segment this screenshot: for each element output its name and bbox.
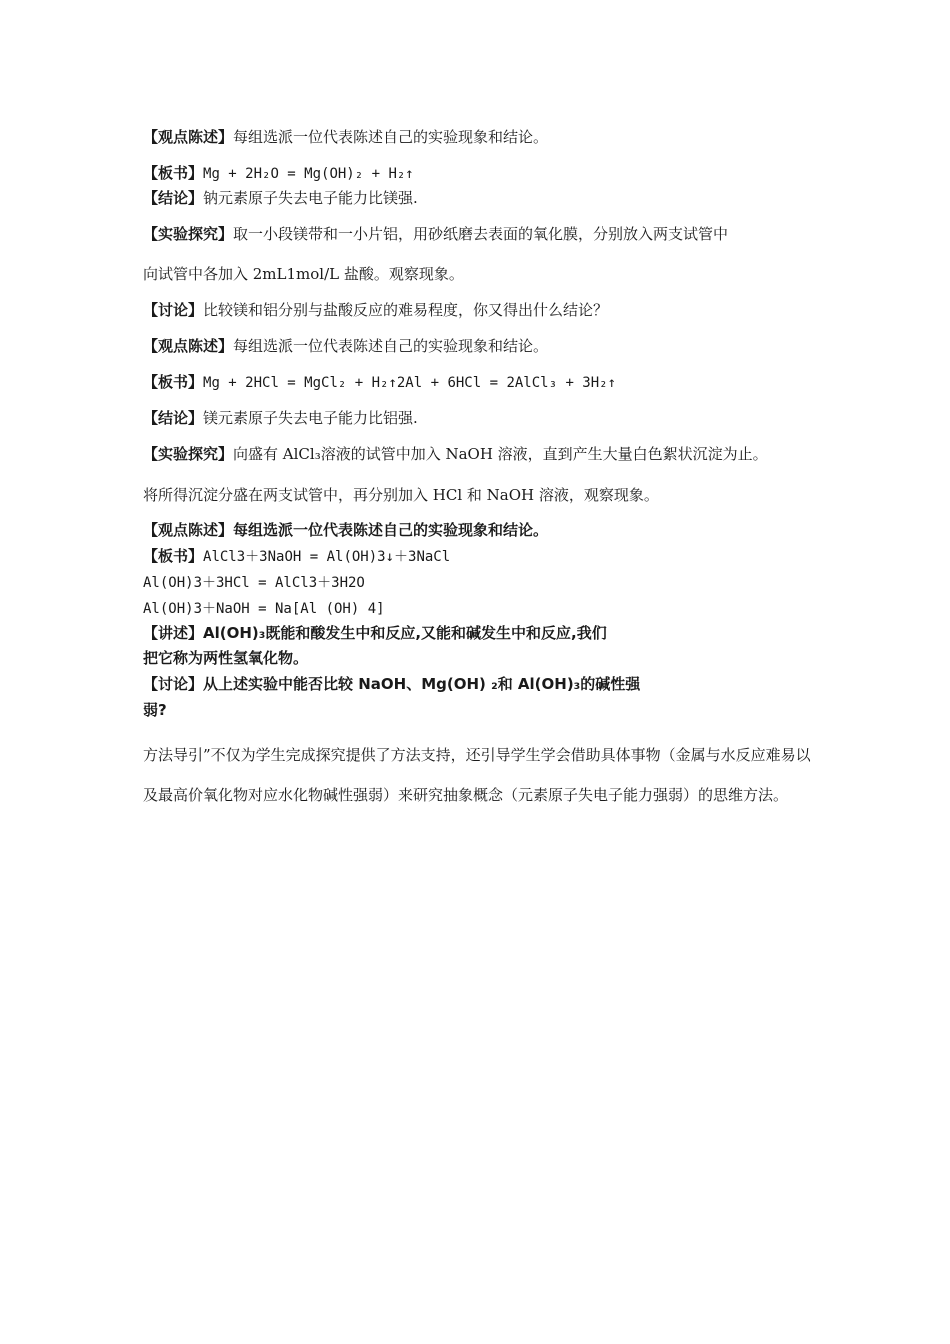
heading-tag: 【讨论】: [143, 675, 204, 693]
body-text: 每组选派一位代表陈述自己的实验现象和结论。: [233, 128, 549, 146]
body-text: 从上述实验中能否比较 NaOH、Mg(OH) ₂和 Al(OH)₃的碱性强: [203, 675, 641, 693]
heading-tag: 【讨论】: [143, 301, 204, 319]
body-text: 把它称为两性氢氧化物。: [143, 649, 309, 667]
body-text: 每组选派一位代表陈述自己的实验现象和结论。: [233, 337, 549, 355]
body-text: 向试管中各加入 2mL1mol/L 盐酸。观察现象。: [143, 265, 464, 283]
body-text: 将所得沉淀分盛在两支试管中，再分别加入 HCl 和 NaOH 溶液，观察现象。: [143, 486, 659, 504]
heading-tag: 【观点陈述】: [143, 521, 234, 539]
heading-tag: 【板书】: [143, 547, 204, 565]
statement-line-2: [143, 336, 548, 356]
conclusion-line-2: [143, 408, 418, 428]
discussion-line-2-cont: [143, 698, 167, 722]
body-text: 弱?: [143, 701, 167, 719]
method-guide-paragraph: [143, 735, 813, 815]
experiment-line-1: [143, 224, 728, 244]
blackboard-line-1: [143, 163, 414, 184]
body-text: 钠元素原子失去电子能力比镁强.: [203, 189, 418, 207]
heading-tag: 【实验探究】: [143, 445, 234, 463]
body-text: 镁元素原子失去电子能力比铝强.: [203, 409, 418, 427]
heading-tag: 【板书】: [143, 164, 204, 182]
body-text: Al(OH)₃既能和酸发生中和反应,又能和碱发生中和反应,我们: [203, 624, 607, 642]
heading-tag: 【观点陈述】: [143, 128, 234, 146]
experiment-line-2-cont: [143, 485, 659, 505]
conclusion-line-1: [143, 188, 418, 208]
discussion-line-2: [143, 672, 640, 696]
statement-line-1: [143, 127, 548, 147]
equation-line-2: [143, 570, 365, 595]
equation-text: Al(OH)3＋NaOH = Na[Al (OH) 4]: [143, 601, 385, 617]
equation-text: AlCl3＋3NaOH = Al(OH)3↓＋3NaCl: [203, 549, 451, 565]
equation-line-3: [143, 596, 385, 621]
heading-tag: 【板书】: [143, 373, 204, 391]
body-text: 方法导引”不仅为学生完成探究提供了方法支持，还引导学生学会借助具体事物（金属与水反应难易以及最高价氧化物对应水化物碱性强弱）来研究抽象概念（元素原子失电子能力强弱）的思维方法。: [143, 746, 811, 804]
experiment-line-1-cont: [143, 264, 464, 284]
lecture-line-cont: [143, 646, 308, 670]
body-text: 比较镁和铝分别与盐酸反应的难易程度，你又得出什么结论？: [203, 301, 609, 319]
equation-text: Mg + 2H₂O = Mg(OH)₂ + H₂↑: [203, 166, 414, 182]
statement-line-3: [143, 518, 548, 542]
blackboard-line-3: [143, 544, 450, 569]
heading-tag: 【结论】: [143, 409, 204, 427]
equation-text: Al(OH)3＋3HCl = AlCl3＋3H2O: [143, 575, 365, 591]
heading-tag: 【结论】: [143, 189, 204, 207]
discussion-line-1: [143, 300, 608, 320]
body-text: 每组选派一位代表陈述自己的实验现象和结论。: [233, 521, 549, 539]
body-text: 向盛有 AlCl₃溶液的试管中加入 NaOH 溶液，直到产生大量白色絮状沉淀为止。: [233, 445, 768, 463]
body-text: 取一小段镁带和一小片铝，用砂纸磨去表面的氧化膜，分别放入两支试管中: [233, 225, 729, 243]
heading-tag: 【观点陈述】: [143, 337, 234, 355]
heading-tag: 【实验探究】: [143, 225, 234, 243]
blackboard-line-2: [143, 372, 616, 393]
lecture-line: [143, 621, 607, 645]
experiment-line-2: [143, 444, 768, 464]
heading-tag: 【讲述】: [143, 624, 204, 642]
equation-text: Mg + 2HCl = MgCl₂ + H₂↑2Al + 6HCl = 2AlCl₃ + 3H₂↑: [203, 375, 617, 391]
